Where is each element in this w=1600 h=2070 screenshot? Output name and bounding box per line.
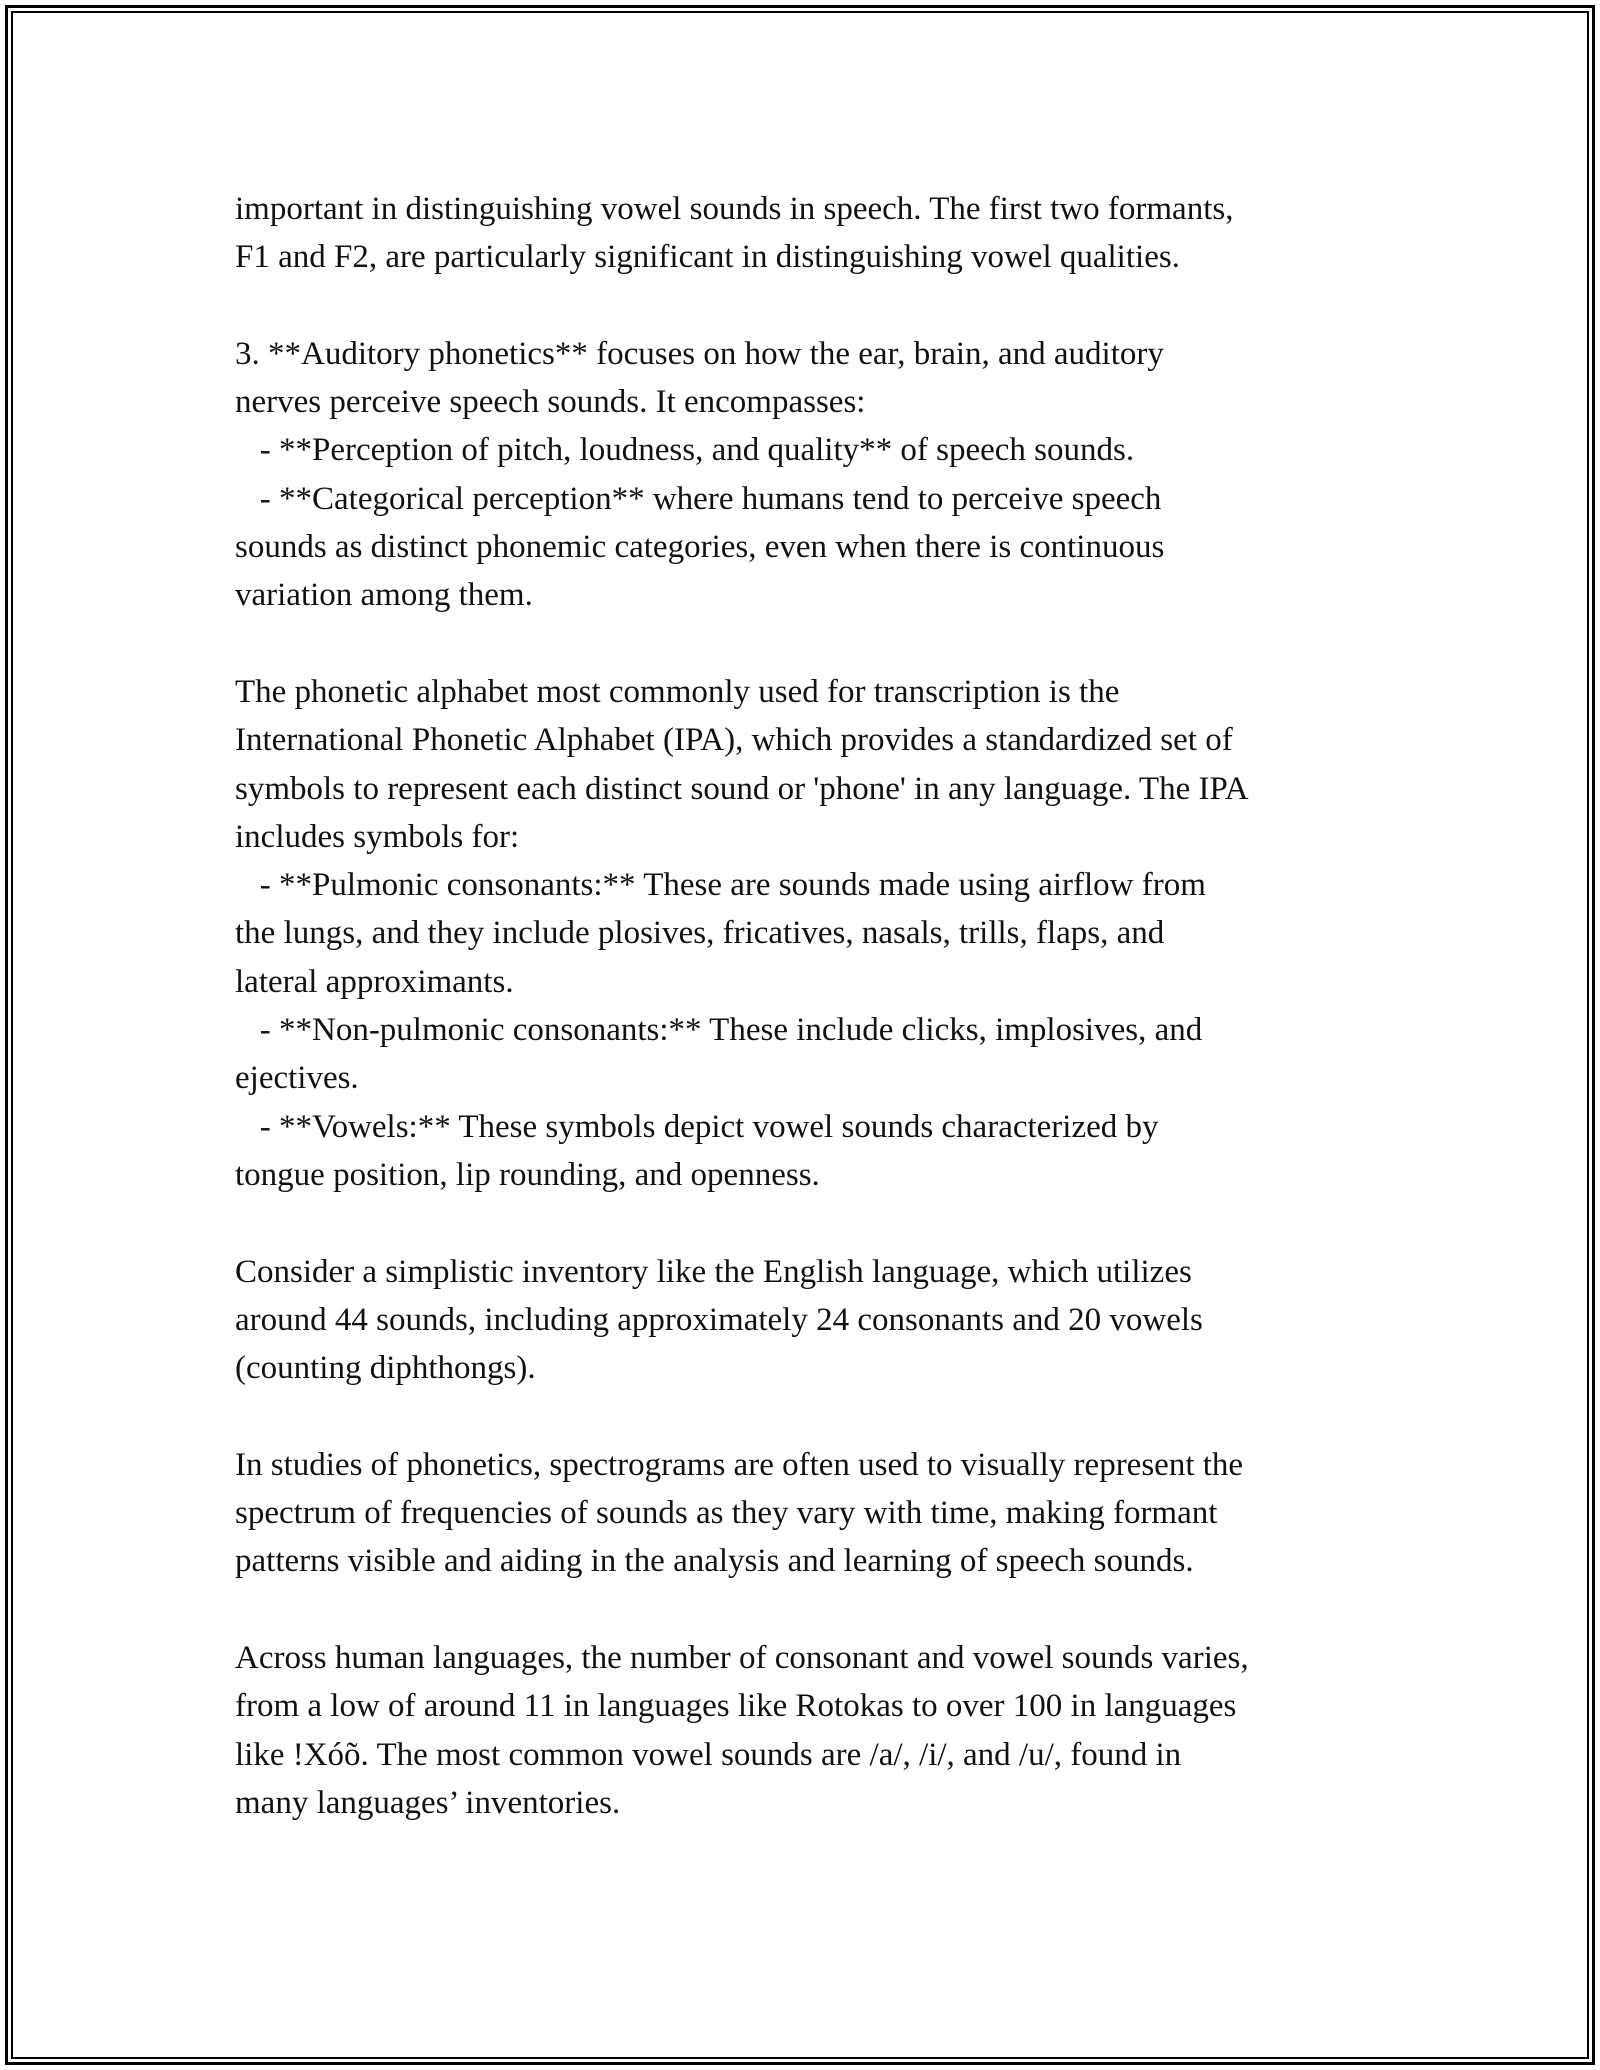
text-line: patterns visible and aiding in the analysis and learning of speech sounds. bbox=[235, 1543, 1194, 1580]
blank-line bbox=[235, 1199, 1375, 1247]
text-line: the lungs, and they include plosives, fricatives, nasals, trills, flaps, and bbox=[235, 915, 1165, 952]
text-line: includes symbols for: bbox=[235, 818, 520, 855]
list-item-line: - **Perception of pitch, loudness, and quality** of speech sounds. bbox=[235, 432, 1135, 469]
text-line: (counting diphthongs). bbox=[235, 1350, 536, 1387]
text-line: variation among them. bbox=[235, 577, 533, 614]
document-body bbox=[235, 185, 1375, 1827]
text-line: Across human languages, the number of consonant and vowel sounds varies, bbox=[235, 1639, 1249, 1676]
text-line: lateral approximants. bbox=[235, 963, 514, 1000]
list-item-line: - **Non-pulmonic consonants:** These include clicks, implosives, and bbox=[235, 1012, 1203, 1049]
blank-line bbox=[235, 282, 1375, 330]
text-line: ejectives. bbox=[235, 1060, 359, 1097]
text-line: 3. **Auditory phonetics** focuses on how the ear, brain, and auditory bbox=[235, 335, 1164, 372]
blank-line bbox=[235, 1392, 1375, 1440]
text-line: F1 and F2, are particularly significant in distinguishing vowel qualities. bbox=[235, 239, 1180, 276]
blank-line bbox=[235, 620, 1375, 668]
text-line: important in distinguishing vowel sounds in speech. The first two formants, bbox=[235, 191, 1234, 227]
text-line: many languages’ inventories. bbox=[235, 1784, 621, 1821]
text-line: from a low of around 11 in languages like Rotokas to over 100 in languages bbox=[235, 1688, 1237, 1725]
text-line: tongue position, lip rounding, and openness. bbox=[235, 1156, 820, 1193]
blank-line bbox=[235, 1586, 1375, 1634]
text-line: spectrum of frequencies of sounds as they vary with time, making formant bbox=[235, 1495, 1218, 1532]
text-line: symbols to represent each distinct sound or 'phone' in any language. The IPA bbox=[235, 770, 1249, 807]
text-line: sounds as distinct phonemic categories, even when there is continuous bbox=[235, 529, 1165, 566]
list-item-line: - **Vowels:** These symbols depict vowel sounds characterized by bbox=[235, 1108, 1159, 1145]
text-line: nerves perceive speech sounds. It encompasses: bbox=[235, 384, 866, 421]
text-line: like !Xóõ. The most common vowel sounds are /a/, /i/, and /u/, found in bbox=[235, 1736, 1182, 1773]
text-line: International Phonetic Alphabet (IPA), which provides a standardized set of bbox=[235, 722, 1233, 759]
text-line: around 44 sounds, including approximately 24 consonants and 20 vowels bbox=[235, 1301, 1203, 1338]
text-line: The phonetic alphabet most commonly used for transcription is the bbox=[235, 673, 1120, 710]
text-line: Consider a simplistic inventory like the English language, which utilizes bbox=[235, 1253, 1192, 1290]
text-line: In studies of phonetics, spectrograms are often used to visually represent the bbox=[235, 1446, 1244, 1483]
list-item-line: - **Pulmonic consonants:** These are sounds made using airflow from bbox=[235, 867, 1206, 904]
list-item-line: - **Categorical perception** where humans tend to perceive speech bbox=[235, 480, 1162, 517]
